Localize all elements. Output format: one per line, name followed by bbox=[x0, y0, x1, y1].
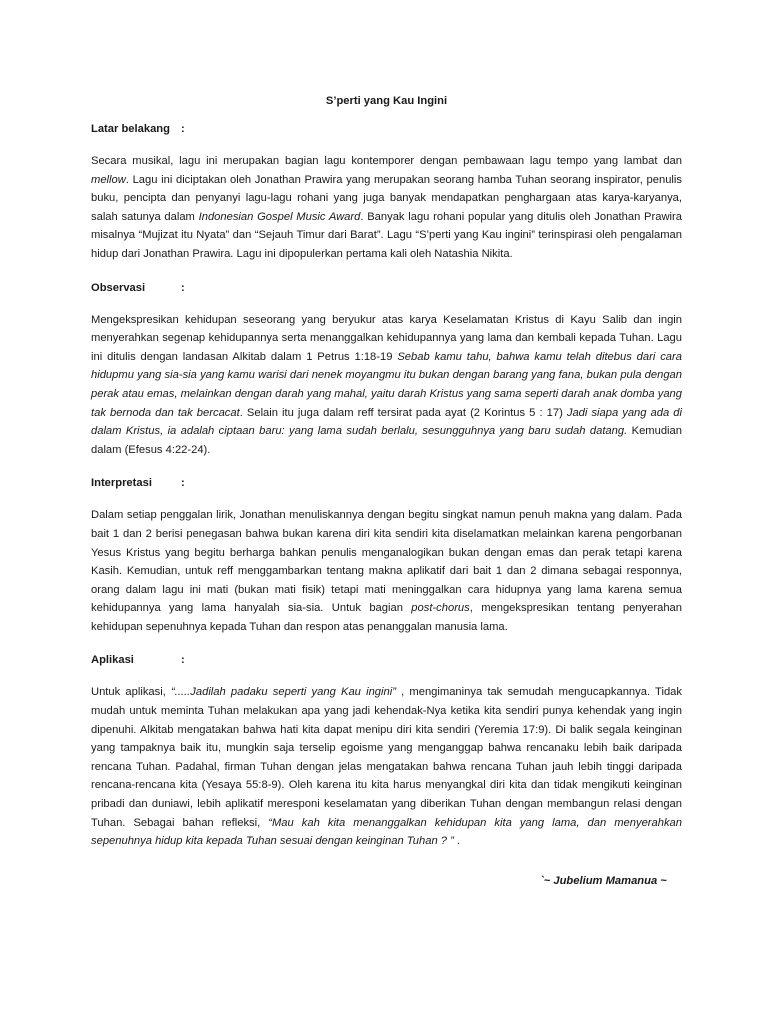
section-heading bbox=[91, 281, 682, 295]
section-heading bbox=[91, 122, 682, 136]
section-paragraph bbox=[91, 152, 682, 264]
section-heading-label: Observasi bbox=[91, 281, 146, 294]
section-heading-colon: : bbox=[181, 123, 185, 135]
section-heading-colon: : bbox=[181, 654, 185, 667]
text-run: . Selain itu juga dalam reff tersirat pada ayat (2 Korintus 5 : 17) bbox=[239, 406, 567, 419]
text-run: . Banyak lagu rohani popular yang ditulis oleh Jonathan Prawira misalnya “Mujizat itu Nyata” dan “Sejauh Timur dari Barat”. Lagu “S’perti yang Kau ingini” terinspirasi oleh pengalaman hidup dari Jonathan Prawira. Lagu ini dipopulerkan pertama kali oleh Natashia Nikita. bbox=[91, 210, 682, 260]
text-run: Untuk aplikasi, bbox=[91, 686, 172, 699]
italic-text-run: Jadi siapa yang ada di dalam Kristus, ia adalah ciptaan baru: yang lama sudah berlalu, sesungguhnya yang baru sudah datang. bbox=[91, 406, 682, 438]
text-run: Secara musikal, lagu ini merupakan bagian lagu kontemporer dengan pembawaan lagu tempo yang lambat dan bbox=[91, 155, 682, 167]
text-run: Kemudian dalam (Efesus 4:22-24). bbox=[91, 425, 682, 456]
italic-text-run: Sebab kamu tahu, bahwa kamu telah ditebus dari cara hidupmu yang sia-sia yang kamu warisi dari nenek moyangmu itu bukan dengan barang yang fana, bukan pula dengan perak atau emas, melainkan dengan darah yang mahal, yaitu darah Kristus yang sama seperti darah anak domba yang tak bernoda dan tak bercacat bbox=[91, 350, 682, 419]
section-heading bbox=[91, 653, 682, 667]
italic-text-run: post-chorus bbox=[411, 602, 470, 615]
italic-text-run: Indonesian Gospel Music Award bbox=[198, 210, 361, 223]
italic-text-run: “Mau kah kita menanggalkan kehidupan kita yang lama, dan menyerahkan sepenuhnya hidup kita kepada Tuhan sesuai dengan keinginan Tuhan ? ” bbox=[91, 816, 683, 848]
section-heading bbox=[91, 476, 682, 490]
section-heading-colon: : bbox=[181, 477, 185, 490]
section-heading-label: Latar belakang bbox=[91, 123, 170, 135]
section-paragraph bbox=[91, 683, 682, 850]
section-paragraph bbox=[91, 506, 682, 636]
text-run: Dalam setiap penggalan lirik, Jonathan menuliskannya dengan begitu singkat namun penuh makna yang dalam. Pada bait 1 dan 2 berisi penegasan bahwa bukan karena diri kita sendiri kita diselamatkan melainkan karena pengorbanan Yesus Kristus yang begitu berharga bahkan penulis menganalogikan bukan dengan emas dan perak tetapi karena Kasih. Kemudian, untuk reff menggambarkan tentang makna aplikatif dari bait 1 dan 2 dimana sebagai responnya, orang dalam lagu ini mati (bukan mati fisik) tetapi mati meninggalkan cara hidupnya yang lama karena semua kehidupannya yang lama hanyalah sia-sia. Untuk bagian bbox=[91, 509, 682, 615]
section-heading-label: Interpretasi bbox=[91, 477, 152, 490]
section-heading-colon: : bbox=[181, 281, 185, 294]
text-run: , mengekspresikan tentang penyerahan kehidupan sepenuhnya kepada Tuhan dan respon atas penanggalan manusia lama. bbox=[91, 602, 682, 633]
text-run: , mengimaninya tak semudah mengucapkannya. Tidak mudah untuk meminta Tuhan melakukan apa yang jadi kehendak-Nya ketika kita sendiri punya kehendak yang ingin dipenuhi. Alkitab mengatakan bahwa hati kita dapat menipu diri kita sendiri (Yeremia 17:9). Di balik segala keinginan yang tampaknya baik itu, mungkin saja terselip egoisme yang menganggap bahwa rencanaku lebih baik daripada rencana Tuhan. Padahal, firman Tuhan dengan jelas mengatakan bahwa rencana Tuhan jauh lebih tinggi daripada rencana-rencana kita (Yesaya 55:8-9). Oleh karena itu kita harus menyangkal diri kita dan tidak mengikuti keinginan pribadi dan duniawi, lebih aplikatif meresponi keselamatan yang diberikan Tuhan dengan membangun relasi dengan Tuhan. Sebagai bahan refleksi, bbox=[91, 686, 682, 829]
italic-text-run: “.....Jadilah padaku seperti yang Kau ingini” bbox=[171, 686, 396, 699]
section-heading-label: Aplikasi bbox=[91, 654, 134, 667]
section-latar-belakang bbox=[91, 122, 682, 264]
document-title: S’perti yang Kau Ingini bbox=[325, 95, 448, 107]
text-run: . bbox=[453, 835, 461, 848]
text-run: Mengekspresikan kehidupan seseorang yang beryukur atas karya Keselamatan Kristus di Kayu Salib dan ingin menyerahkan segenap kehidupannya serta menanggalkan kehidupannya yang lama dan kembali kepada Tuhan. Lagu ini ditulis dengan landasan Alkitab dalam 1 Petrus 1:18-19 bbox=[91, 313, 682, 363]
text-run: . Lagu ini diciptakan oleh Jonathan Prawira yang merupakan seorang hamba Tuhan seorang inspirator, penulis buku, pencipta dan penyanyi lagu-lagu rohani yang juga banyak mendapatkan penghargaan atas karya-karyanya, salah satunya dalam bbox=[91, 173, 682, 223]
section-aplikasi bbox=[91, 653, 682, 850]
section-observasi bbox=[91, 281, 682, 460]
author-signature: `~ Jubelium Mamanua ~ bbox=[540, 875, 667, 887]
section-paragraph bbox=[91, 311, 682, 460]
italic-text-run: mellow bbox=[91, 173, 126, 186]
section-interpretasi bbox=[91, 476, 682, 636]
